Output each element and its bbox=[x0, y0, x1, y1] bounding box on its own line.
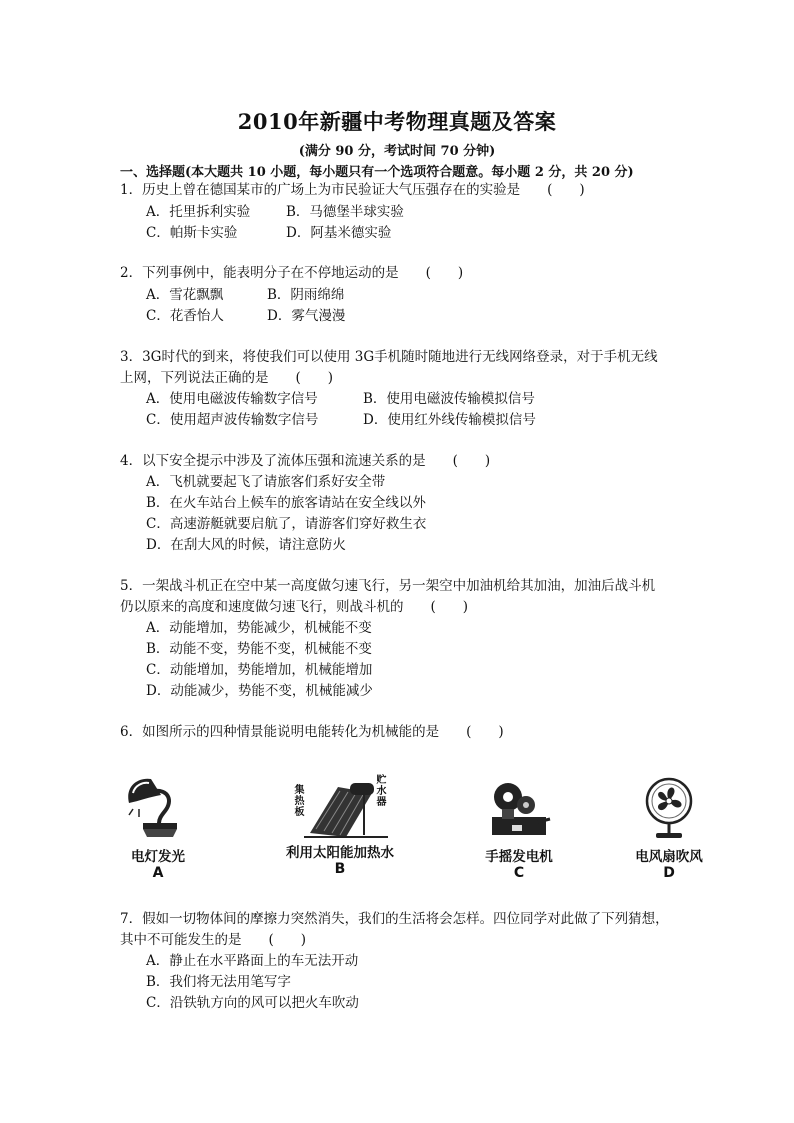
figure-b bbox=[276, 775, 404, 877]
q1-option-c: C．帕斯卡实验 bbox=[146, 225, 238, 241]
q4-option-a: A．飞机就要起飞了请旅客们系好安全带 bbox=[146, 474, 386, 490]
q1-option-b: B．马德堡半球实验 bbox=[286, 204, 404, 220]
figure-c bbox=[474, 775, 564, 881]
exam-title: 2010年新疆中考物理真题及答案 bbox=[237, 109, 557, 134]
section-heading: 一、选择题(本大题共 10 小题，每小题只有一个选项符合题意。每小题 2 分，共 20 分) bbox=[120, 165, 634, 180]
q3-stem-line2: 上网，下列说法正确的是 ( ) bbox=[120, 370, 334, 386]
q6-stem: 6．如图所示的四种情景能说明电能转化为机械能的是 ( ) bbox=[120, 724, 504, 740]
q7-stem-line1: 7．假如一切物体间的摩擦力突然消失，我们的生活将会怎样。四位同学对此做了下列猜想， bbox=[120, 911, 669, 927]
q3-option-b: B．使用电磁波传输模拟信号 bbox=[363, 391, 535, 407]
q2-option-b: B．阴雨绵绵 bbox=[267, 287, 345, 303]
q3-option-a: A．使用电磁波传输数字信号 bbox=[146, 391, 318, 407]
desk-lamp-icon bbox=[123, 775, 193, 841]
q7-option-b: B．我们将无法用笔写字 bbox=[146, 974, 291, 990]
q2-option-d: D．雾气漫漫 bbox=[267, 308, 346, 324]
figure-d-caption: 电风扇吹风 bbox=[635, 849, 703, 865]
q4-option-b: B．在火车站台上候车的旅客请站在安全线以外 bbox=[146, 495, 426, 511]
figure-a-caption: 电灯发光 bbox=[131, 849, 185, 865]
q4-option-d: D．在刮大风的时候，请注意防火 bbox=[146, 537, 346, 553]
q5-option-b: B．动能不变，势能不变，机械能不变 bbox=[146, 641, 372, 657]
solar-heater-icon bbox=[276, 775, 404, 841]
electric-fan-icon bbox=[634, 775, 704, 841]
collector-label: 集热板 bbox=[294, 785, 305, 818]
q7-stem-line2: 其中不可能发生的是 ( ) bbox=[120, 932, 307, 948]
q3-stem-line1: 3．3G时代的到来，将使我们可以使用 3G手机随时随地进行无线网络登录，对于手机无线 bbox=[120, 349, 658, 365]
q4-stem: 4．以下安全提示中涉及了流体压强和流速关系的是 ( ) bbox=[120, 453, 491, 469]
q1-option-d: D．阿基米德实验 bbox=[286, 225, 392, 241]
q5-option-a: A．动能增加，势能减少，机械能不变 bbox=[146, 620, 372, 636]
q4-option-c: C．高速游艇就要启航了，请游客们穿好救生衣 bbox=[146, 516, 427, 532]
figure-a bbox=[112, 775, 204, 881]
figure-c-letter: C bbox=[513, 865, 525, 881]
figure-b-caption: 利用太阳能加热水 bbox=[286, 845, 394, 861]
figure-d bbox=[624, 775, 714, 881]
q1-option-a: A．托里拆利实验 bbox=[146, 204, 251, 220]
figure-c-caption: 手摇发电机 bbox=[485, 849, 553, 865]
q5-option-c: C．动能增加，势能增加，机械能增加 bbox=[146, 662, 373, 678]
figure-d-letter: D bbox=[663, 865, 675, 881]
hand-generator-icon bbox=[484, 775, 554, 841]
q3-option-d: D．使用红外线传输模拟信号 bbox=[363, 412, 536, 428]
q3-option-c: C．使用超声波传输数字信号 bbox=[146, 412, 319, 428]
q5-stem-line2: 仍以原来的高度和速度做匀速飞行，则战斗机的 ( ) bbox=[120, 599, 469, 615]
figure-b-letter: B bbox=[334, 861, 346, 877]
q7-option-c: C．沿铁轨方向的风可以把火车吹动 bbox=[146, 995, 359, 1011]
exam-subtitle: (满分 90 分，考试时间 70 分钟) bbox=[298, 144, 496, 159]
q2-stem: 2．下列事例中，能表明分子在不停地运动的是 ( ) bbox=[120, 265, 464, 281]
tank-label: 贮水器 bbox=[376, 775, 387, 808]
q7-option-a: A．静止在水平路面上的车无法开动 bbox=[146, 953, 359, 969]
q1-stem: 1．历史上曾在德国某市的广场上为市民验证大气压强存在的实验是 ( ) bbox=[120, 182, 585, 198]
q5-option-d: D．动能减少，势能不变，机械能减少 bbox=[146, 683, 373, 699]
q2-option-c: C．花香怡人 bbox=[146, 308, 224, 324]
q5-stem-line1: 5．一架战斗机正在空中某一高度做匀速飞行，另一架空中加油机给其加油，加油后战斗机 bbox=[120, 578, 656, 594]
q2-option-a: A．雪花飘飘 bbox=[146, 287, 224, 303]
figure-a-letter: A bbox=[152, 865, 164, 881]
